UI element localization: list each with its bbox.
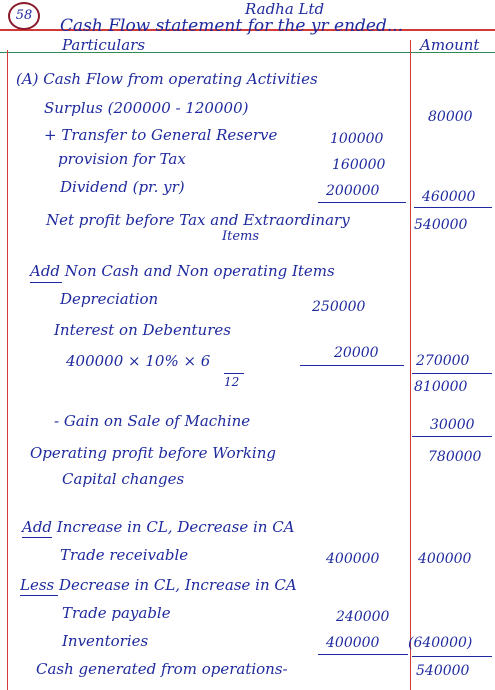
prov-tax-label: provision for Tax [58, 150, 186, 168]
subtotal-460000: 460000 [422, 189, 476, 205]
cash-generated-label: Cash generated from operations- [36, 660, 288, 678]
depreciation-label: Depreciation [60, 290, 159, 308]
question-number: 58 [8, 2, 40, 30]
transfer-gr-label: + Transfer to General Reserve [44, 126, 278, 144]
surplus-amount: 80000 [428, 109, 473, 125]
prov-tax-value: 160000 [332, 157, 386, 173]
inventories-label: Inventories [62, 632, 149, 650]
subtotal-460000-underline [414, 207, 492, 208]
net-profit-amount: 540000 [414, 217, 468, 233]
subtotal-640000: (640000) [408, 635, 473, 651]
total-810000: 810000 [414, 379, 468, 395]
op-profit-label: Operating profit before Working [30, 444, 276, 462]
inventories-underline [318, 654, 408, 655]
interest-fraction-bar [224, 373, 244, 374]
add-noncash-heading: Add Non Cash and Non operating Items [30, 262, 335, 280]
trade-receivable-label: Trade receivable [60, 546, 189, 564]
section-a-heading: (A) Cash Flow from operating Activities [16, 70, 318, 88]
amount-column-line [410, 40, 411, 690]
cash-generated-amount: 540000 [416, 663, 470, 679]
gain-sale-underline [412, 436, 492, 437]
trade-receivable-amount: 400000 [418, 551, 472, 567]
trade-payable-value: 240000 [336, 609, 390, 625]
inventories-value: 400000 [326, 635, 380, 651]
trade-receivable-value: 400000 [326, 551, 380, 567]
company-name: Radha Ltd [245, 0, 325, 18]
left-margin-line [7, 50, 8, 690]
less-decrease-heading: Less Decrease in CL, Increase in CA [20, 576, 297, 594]
transfer-gr-value: 100000 [330, 131, 384, 147]
surplus-label: Surplus (200000 - 120000) [44, 99, 249, 117]
op-profit-label-2: Capital changes [62, 470, 185, 488]
interest-underline [300, 365, 404, 366]
net-profit-label: Net profit before Tax and Extraordinary [46, 211, 350, 229]
interest-calc: 400000 × 10% × 6 [66, 352, 211, 370]
add-increase-heading: Add Increase in CL, Decrease in CA [22, 518, 295, 536]
interest-value: 20000 [334, 345, 379, 361]
dividend-value: 200000 [326, 183, 380, 199]
subtotal-270000-underline [412, 373, 492, 374]
interest-denominator: 12 [224, 375, 240, 389]
particulars-heading: Particulars [62, 36, 146, 54]
depreciation-value: 250000 [312, 299, 366, 315]
add-underline-2 [22, 537, 52, 538]
dividend-underline [318, 202, 406, 203]
dividend-label: Dividend (pr. yr) [60, 178, 185, 196]
gain-sale-label: - Gain on Sale of Machine [54, 412, 251, 430]
statement-title: Cash Flow statement for the yr ended... [60, 16, 404, 36]
trade-payable-label: Trade payable [62, 604, 171, 622]
op-profit-amount: 780000 [428, 449, 482, 465]
add-underline-1 [30, 282, 62, 283]
gain-sale-amount: 30000 [430, 417, 475, 433]
less-underline [20, 595, 58, 596]
subtotal-270000: 270000 [416, 353, 470, 369]
subtotal-640000-underline [412, 656, 492, 657]
interest-label: Interest on Debentures [54, 321, 231, 339]
net-profit-label-2: Items [222, 229, 260, 244]
amount-heading: Amount [420, 36, 480, 54]
